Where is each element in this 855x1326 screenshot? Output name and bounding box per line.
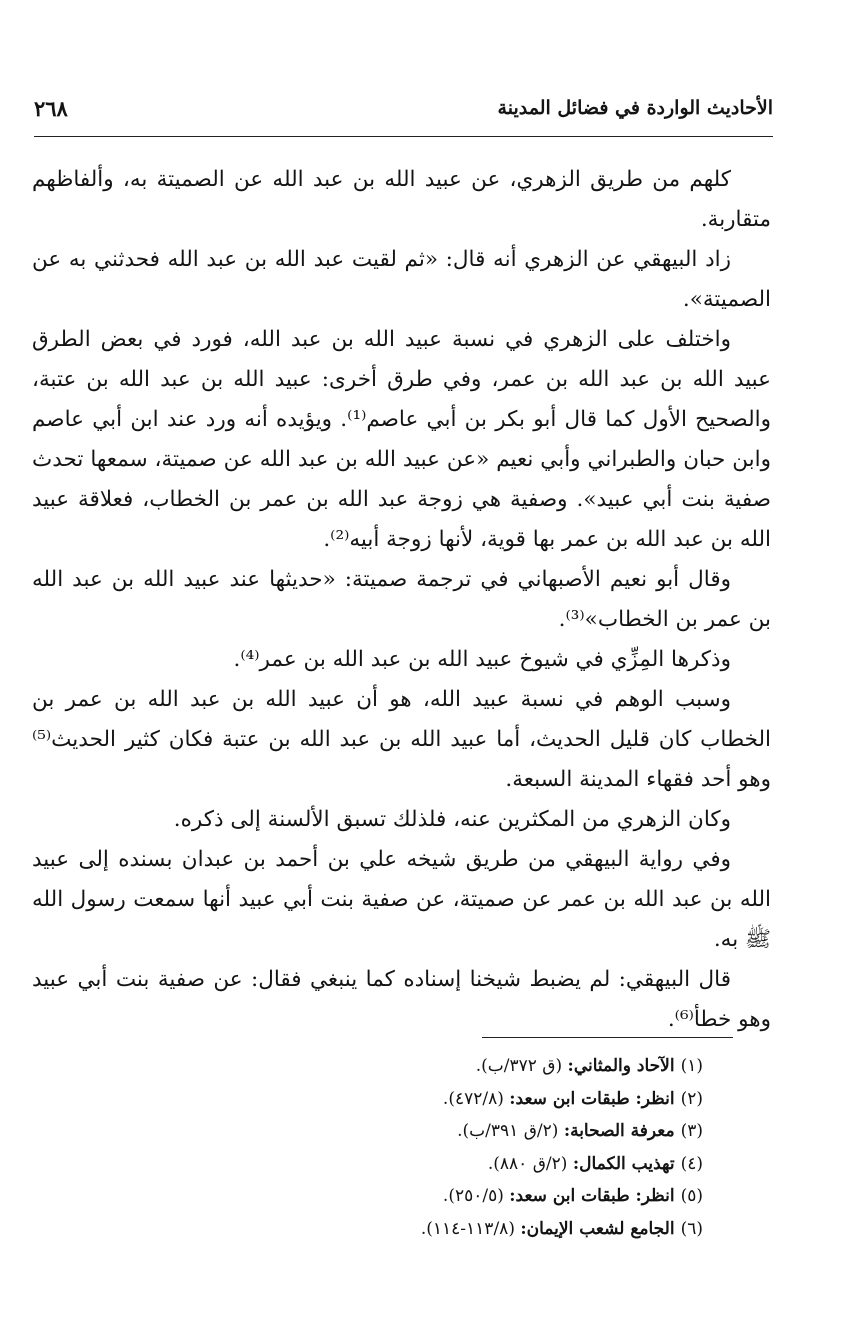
header-rule — [34, 136, 773, 137]
footnote-source: معرفة الصحابة: — [563, 1121, 675, 1141]
footnote-reference: (٢/ق ٣٩١/ب). — [457, 1121, 564, 1141]
footnote-source: انظر: طبقات ابن سعد: — [509, 1088, 675, 1109]
page-number: ٢٦٨ — [34, 95, 68, 121]
paragraph: كلهم من طريق الزهري، عن عبيد الله بن عبد الله عن الصميتة به، وألفاظهم متقاربة. — [32, 167, 771, 232]
footnote-reference: (ق ٣٧٢/ب). — [475, 1056, 568, 1076]
paragraph: وذكرها المِزِّي في شيوخ عبيد الله بن عبد الله بن عمر⁽⁴⁾. — [233, 647, 731, 672]
footnote — [200, 1180, 703, 1213]
footnote-reference: (٢٥٠/٥). — [442, 1186, 510, 1206]
paragraph: واختلف على الزهري في نسبة عبيد الله بن عبد الله، فورد في بعض الطرق عبيد الله بن عبد الله بن عمر، وفي طرق أخرى: عبيد الله بن عبد الله بن عتبة، والصحيح الأول كما قال أبو بكر بن أبي عاصم⁽¹⁾. ويؤيده أنه ورد عند ابن أبي عاصم وابن حبان والطبراني وأبي نعيم «عن عبيد الله بن عبد الله عن صميتة، سمعها تحدث صفية بنت أبي عبيد». وصفية هي زوجة عبد الله بن عمر بن الخطاب، فعلاقة عبيد الله بن عبد الله بن عمر بها قوية، لأنها زوجة أبيه⁽²⁾. — [32, 327, 771, 552]
footnote-rule — [482, 1037, 733, 1038]
footnote — [200, 1115, 703, 1148]
footnote-number: (١) — [680, 1056, 703, 1076]
footnote-reference: (١١٣/٨-١١٤). — [420, 1218, 521, 1239]
paragraph: وفي رواية البيهقي من طريق شيخه علي بن أحمد بن عبدان بسنده إلى عبيد الله بن عبد الله بن عمر عن صميتة، عن صفية بنت أبي عبيد أنها سمعت رسول الله ﷺ به. — [32, 847, 771, 952]
footnote — [200, 1050, 703, 1083]
paragraph: وقال أبو نعيم الأصبهاني في ترجمة صميتة: «حديثها عند عبيد الله بن عبد الله بن عمر بن الخطاب»⁽³⁾. — [32, 567, 771, 632]
footnote-source: الجامع لشعب الإيمان: — [520, 1218, 675, 1239]
paragraph: وكان الزهري من المكثرين عنه، فلذلك تسبق الألسنة إلى ذكره. — [173, 807, 731, 832]
footnotes — [200, 1050, 703, 1245]
footnote-number: (٣) — [680, 1121, 703, 1141]
footnote-number: (٥) — [680, 1186, 703, 1206]
footnote-source: انظر: طبقات ابن سعد: — [509, 1186, 675, 1206]
paragraph: زاد البيهقي عن الزهري أنه قال: «ثم لقيت عبد الله بن عبد الله فحدثني به عن الصميتة». — [32, 247, 771, 312]
footnote-reference: (٢/ق ٨٨٠). — [487, 1153, 573, 1174]
footnote — [200, 1213, 703, 1246]
footnote — [200, 1083, 703, 1116]
paragraph: قال البيهقي: لم يضبط شيخنا إسناده كما ينبغي فقال: عن صفية بنت أبي عبيد وهو خطأ⁽⁶⁾. — [32, 967, 771, 1032]
footnote-number: (٢) — [680, 1088, 703, 1109]
footnote-source: تهذيب الكمال: — [572, 1153, 675, 1174]
running-title: الأحاديث الواردة في فضائل المدينة — [497, 97, 773, 119]
footnote-source: الآحاد والمثاني: — [567, 1056, 675, 1076]
page-header — [34, 88, 773, 128]
footnote — [200, 1148, 703, 1181]
paragraph: وسبب الوهم في نسبة عبيد الله، هو أن عبيد الله بن عبد الله بن عمر بن الخطاب كان قليل الحديث، أما عبيد الله بن عبد الله بن عتبة فكان كثير الحديث⁽⁵⁾ وهو أحد فقهاء المدينة السبعة. — [32, 687, 771, 792]
footnote-number: (٦) — [680, 1218, 703, 1239]
main-text — [32, 160, 771, 1040]
footnote-reference: (٤٧٢/٨). — [442, 1088, 510, 1109]
footnote-number: (٤) — [680, 1153, 703, 1174]
